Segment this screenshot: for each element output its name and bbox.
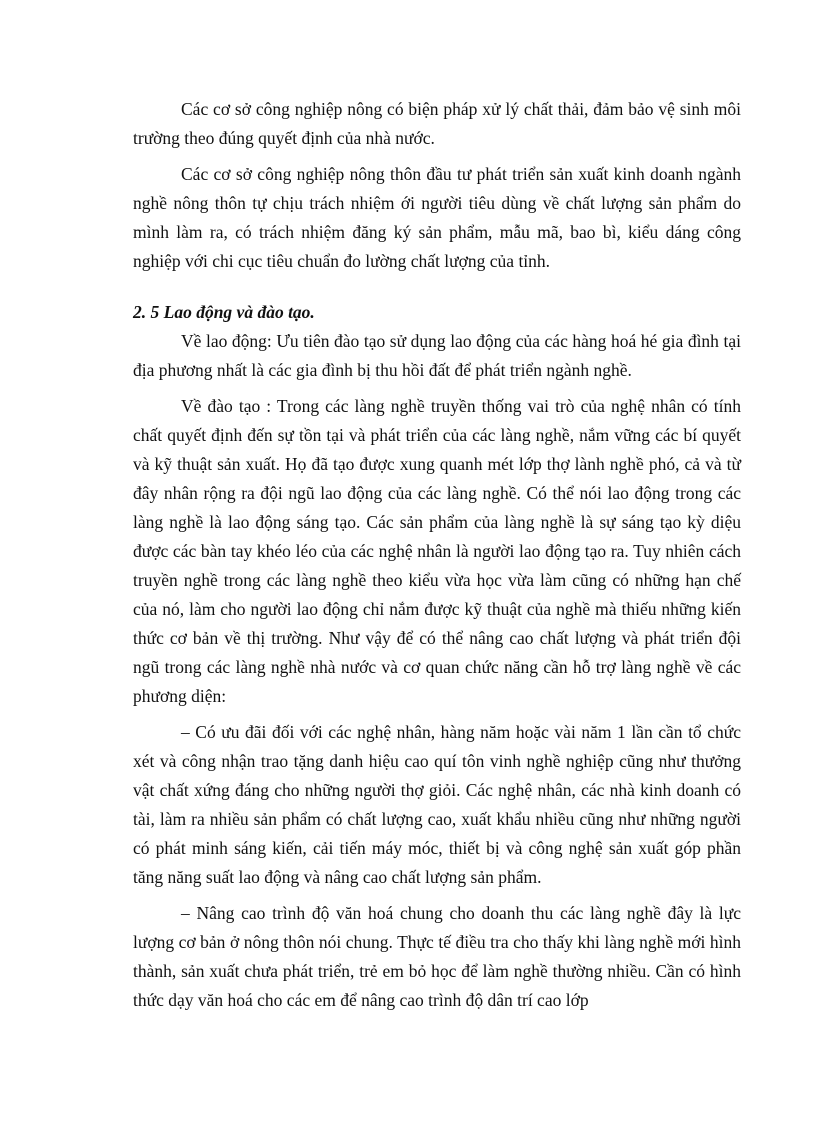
section-heading: 2. 5 Lao động và đào tạo. — [133, 302, 315, 322]
paragraph-labor: Về lao động: Ưu tiên đào tạo sử dụng lao động của các hàng hoá hé gia đình tại địa phương nhất là các gia đình bị thu hồi đất để phát triển ngành nghề. — [133, 331, 741, 380]
paragraph-artisan-incentives: – Có ưu đãi đối với các nghệ nhân, hàng năm hoặc vài năm 1 lần cần tổ chức xét và công nhận trao tặng danh hiệu cao quí tôn vinh nghề nghiệp cũng như thưởng vật chất xứng đáng cho những người thợ giỏi. Các nghệ nhân, các nhà kinh doanh có tài, làm ra nhiều sản phẩm có chất lượng cao, xuất khẩu nhiều cũng như những người có phát minh sáng kiến, cải tiến máy móc, thiết bị và công nghệ sản xuất góp phần tăng năng suất lao động và nâng cao chất lượng sản phẩm. — [133, 722, 741, 887]
paragraph-investment-responsibility: Các cơ sở công nghiệp nông thôn đầu tư phát triển sản xuất kinh doanh ngành nghề nông thôn tự chịu trách nhiệm ới người tiêu dùng về chất lượng sản phẩm do mình làm ra, có trách nhiệm đăng ký sản phẩm, mẫu mã, bao bì, kiểu dáng công nghiệp với chi cục tiêu chuẩn đo lường chất lượng của tỉnh. — [133, 164, 741, 271]
paragraph-training: Về đào tạo : Trong các làng nghề truyền thống vai trò của nghệ nhân có tính chất quyết định đến sự tồn tại và phát triển của các làng nghề, nắm vững các bí quyết và kỹ thuật sản xuất. Họ đã tạo được xung quanh mét lớp thợ lành nghề phó, cả và từ đây nhân rộng ra đội ngũ lao động của các làng nghề. Có thể nói lao động trong các làng nghề là lao động sáng tạo. Các sản phẩm của làng nghề là sự sáng tạo kỳ diệu được các bàn tay khéo léo của các nghệ nhân là người lao động tạo ra. Tuy nhiên cách truyền nghề trong các làng nghề theo kiểu vừa học vừa làm cũng có những hạn chế của nó, làm cho người lao động chỉ nắm được kỹ thuật của nghề mà thiếu những kiến thức cơ bản về thị trường. Như vậy để có thể nâng cao chất lượng và phát triển đội ngũ trong các làng nghề nhà nước và cơ quan chức năng cần hỗ trợ làng nghề về các phương diện: — [133, 396, 741, 706]
paragraph-waste-treatment: Các cơ sở công nghiệp nông có biện pháp xử lý chất thải, đảm bảo vệ sinh môi trường theo đúng quyết định của nhà nước. — [133, 99, 741, 148]
paragraph-education-level: – Nâng cao trình độ văn hoá chung cho doanh thu các làng nghề đây là lực lượng cơ bản ở nông thôn nói chung. Thực tế điều tra cho thấy khi làng nghề mới hình thành, sản xuất chưa phát triển, trẻ em bỏ học để làm nghề thường nhiều. Cần có hình thức dạy văn hoá cho các em để nâng cao trình độ dân trí cao lớp — [133, 903, 741, 1010]
document-page — [133, 95, 741, 1022]
